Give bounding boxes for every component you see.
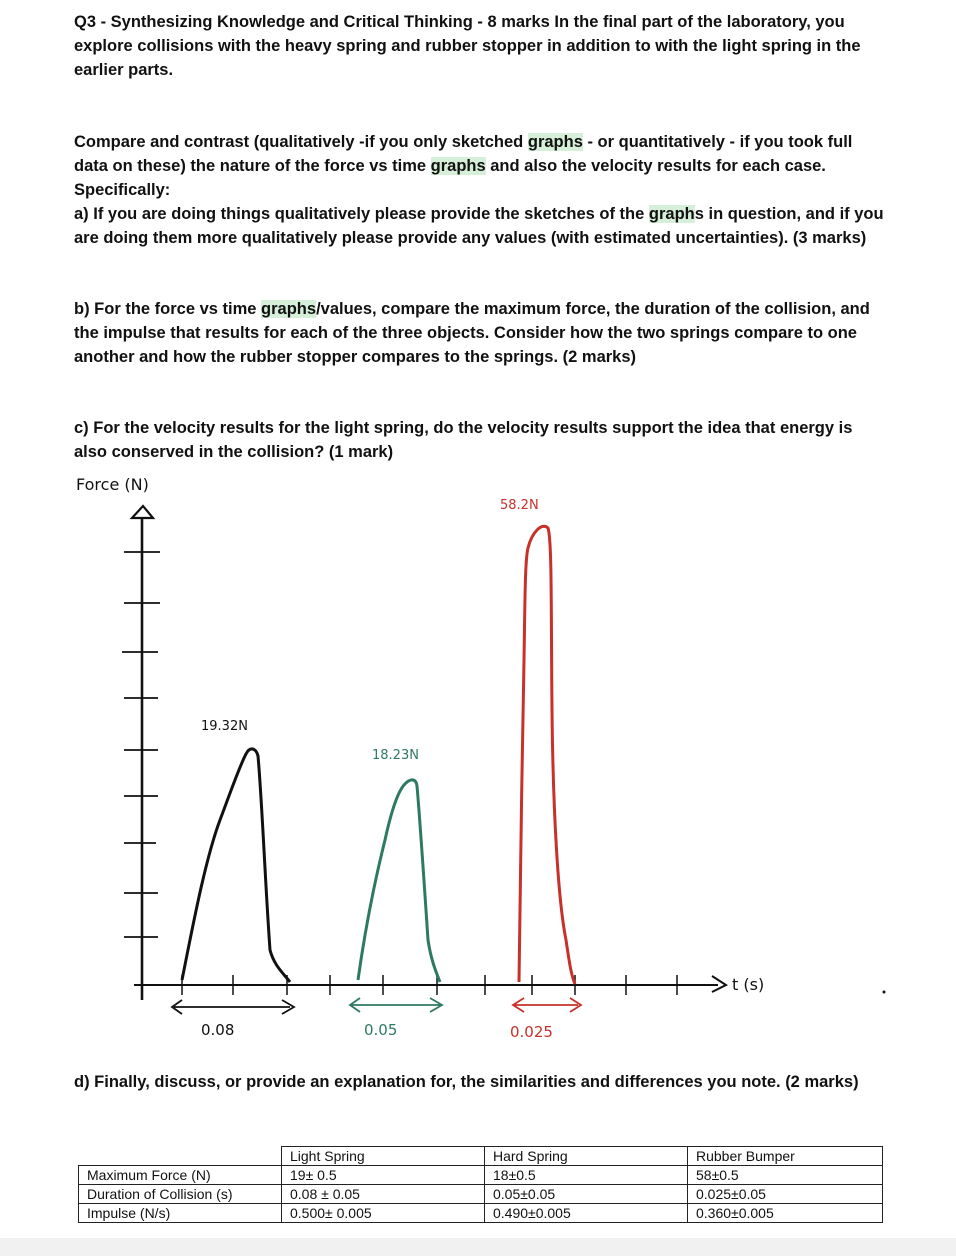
duration-arrow-rubber	[513, 998, 581, 1012]
hard-spring-curve	[358, 780, 440, 982]
highlight-graphs: graphs	[527, 133, 583, 151]
highlight-graphs: graphs	[430, 157, 486, 175]
highlight-graph: graph	[648, 205, 695, 223]
rubber-bumper-curve	[519, 526, 575, 984]
x-axis-label: t (s)	[732, 975, 765, 994]
table-cell: 0.05±0.05	[485, 1185, 688, 1204]
duration-arrow-light	[172, 1000, 294, 1014]
table-row-label: Impulse (N/s)	[79, 1204, 282, 1223]
table-cell: 18±0.5	[485, 1166, 688, 1185]
part-c: c) For the velocity results for the light spring, do the velocity results support the idea that energy is also conserved in the collision? (1 mark)	[74, 419, 853, 461]
highlight-graphs: graphs	[261, 300, 317, 318]
table-header-row	[79, 1147, 883, 1166]
question-intro: Q3 - Synthesizing Knowledge and Critical Thinking - 8 marks In the final part of the laboratory, you explore collisions with the heavy spring and rubber stopper in addition to with the light spring in the earlier parts.	[74, 13, 861, 79]
peak-label-hard: 18.23N	[372, 748, 419, 763]
table-cell: 0.08 ± 0.05	[282, 1185, 485, 1204]
force-time-sketch	[0, 460, 956, 1040]
table-header-cell	[79, 1147, 282, 1166]
table-header-cell: Hard Spring	[485, 1147, 688, 1166]
table-header-cell: Light Spring	[282, 1147, 485, 1166]
light-spring-curve	[182, 749, 290, 982]
duration-label-hard: 0.05	[364, 1021, 398, 1039]
table-row-label: Maximum Force (N)	[79, 1166, 282, 1185]
table-header-cell: Rubber Bumper	[688, 1147, 883, 1166]
table-cell: 58±0.5	[688, 1166, 883, 1185]
table-row	[79, 1204, 883, 1223]
y-axis-arrow-icon	[132, 506, 153, 518]
table-cell: 0.025±0.05	[688, 1185, 883, 1204]
table-row	[79, 1166, 883, 1185]
duration-label-rubber: 0.025	[510, 1023, 553, 1040]
table-row	[79, 1185, 883, 1204]
table-cell: 0.490±0.005	[485, 1204, 688, 1223]
duration-arrow-hard	[350, 998, 442, 1012]
duration-label-light: 0.08	[201, 1021, 235, 1039]
peak-label-light: 19.32N	[201, 719, 248, 734]
table-cell: 0.360±0.005	[688, 1204, 883, 1223]
stray-dot	[883, 991, 886, 994]
part-b: b) For the force vs time graphs/values, compare the maximum force, the duration of the collision, and the impulse that results for each of the three objects. Consider how the two springs compare to one another and how the rubber stopper compares to the springs. (2 marks)	[74, 300, 870, 366]
results-table	[78, 1146, 883, 1223]
part-d: d) Finally, discuss, or provide an explanation for, the similarities and differences you note. (2 marks)	[74, 1073, 859, 1091]
table-cell: 0.500± 0.005	[282, 1204, 485, 1223]
peak-label-rubber: 58.2N	[500, 498, 539, 513]
compare-paragraph: Compare and contrast (qualitatively -if you only sketched graphs - or quantitatively - if you took full data on these) the nature of the force vs time graphs and also the velocity results for each case. Specifically: a) If you are doing things qualitatively please provide the sketches of the graphs in question, and if you are doing them more qualitatively please provide any values (with estimated uncertainties). (3 marks)	[74, 133, 884, 247]
table-cell: 19± 0.5	[282, 1166, 485, 1185]
bottom-bar	[0, 1238, 956, 1256]
table-row-label: Duration of Collision (s)	[79, 1185, 282, 1204]
y-axis-label: Force (N)	[76, 475, 149, 494]
